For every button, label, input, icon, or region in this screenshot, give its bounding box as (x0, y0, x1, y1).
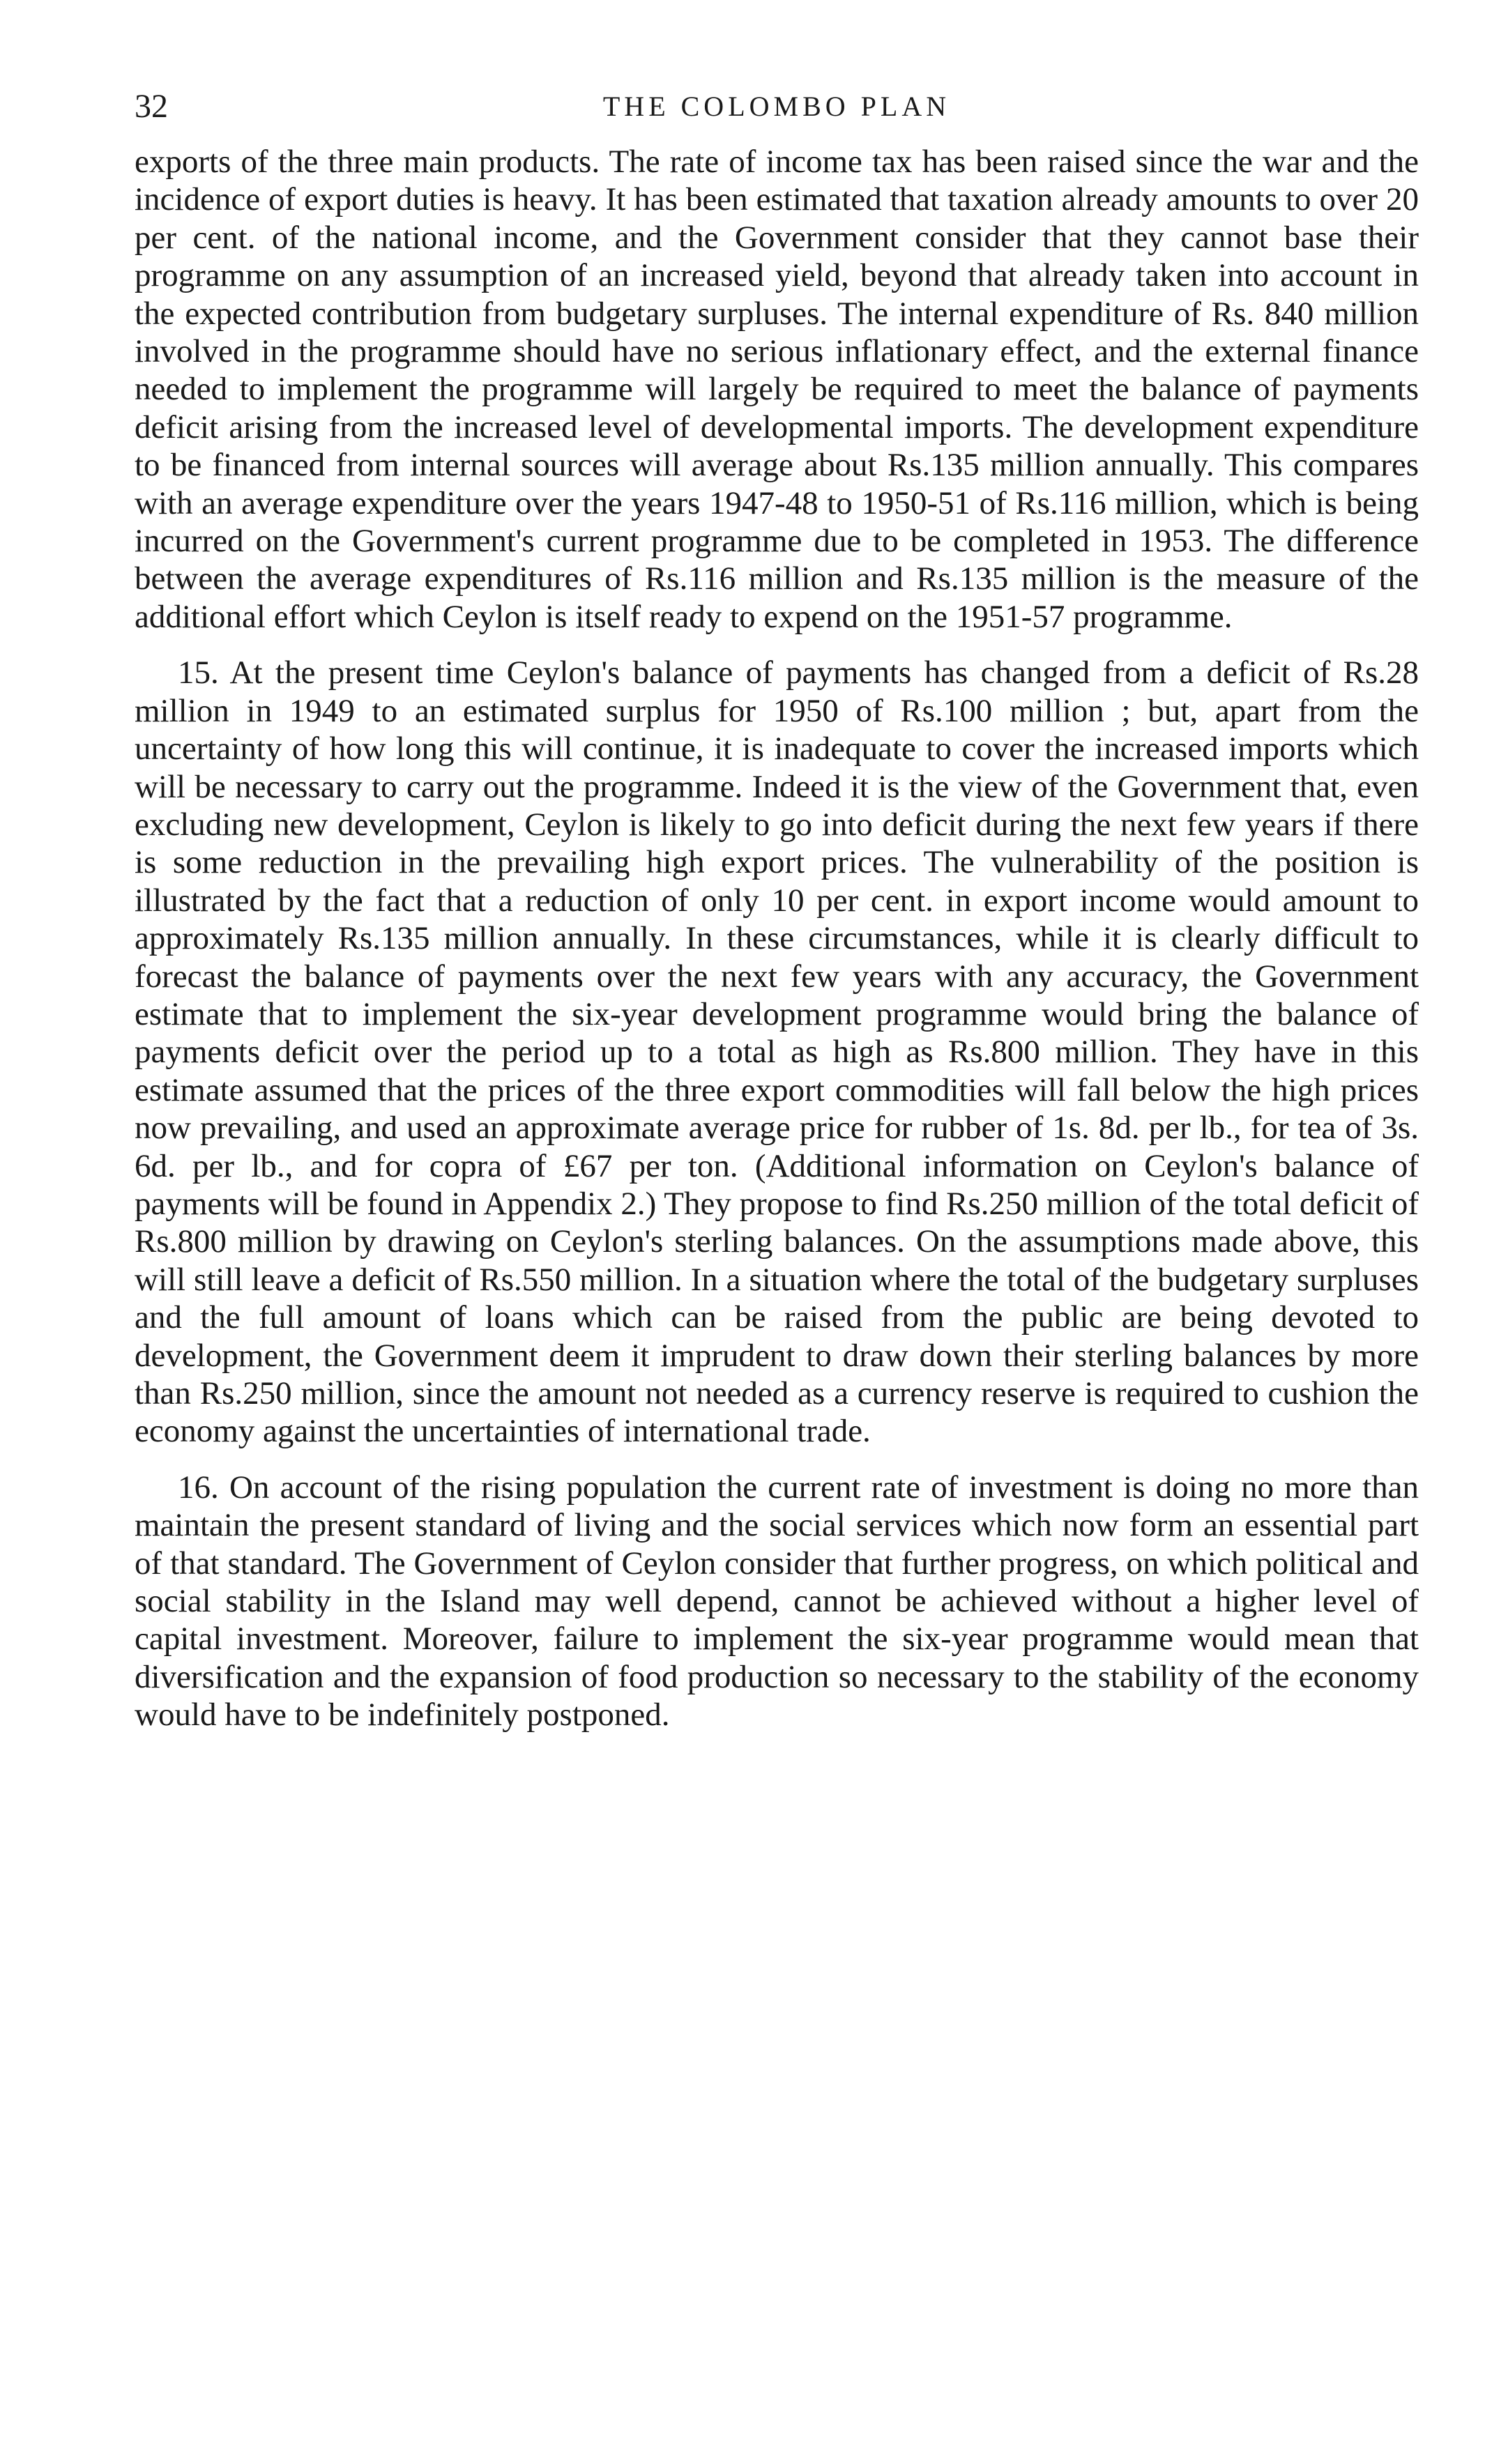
page-header (135, 82, 1419, 131)
paragraph-15: 15. At the present time Ceylon's balance of payments has changed from a deficit of Rs.28 million in 1949 to an estimated surplus for 1950 of Rs.100 million ; but, apart from the uncertainty of how long this will continue, it is inadequate to cover the increased imports which will be necessary to carry out the programme. Indeed it is the view of the Government that, even excluding new development, Ceylon is likely to go into deficit during the next few years if there is some reduction in the prevailing high export prices. The vulnerability of the position is illustrated by the fact that a reduction of only 10 per cent. in export income would amount to approximately Rs.135 million annually. In these circumstances, while it is clearly difficult to forecast the balance of payments over the next few years with any accuracy, the Government estimate that to implement the six-year development programme would bring the balance of payments deficit over the period up to a total as high as Rs.800 million. They have in this estimate assumed that the prices of the three export commodities will fall below the high prices now prevailing, and used an approximate average price for rubber of 1s. 8d. per lb., for tea of 3s. 6d. per lb., and for copra of £67 per ton. (Additional information on Ceylon's balance of payments will be found in Appendix 2.) They propose to find Rs.250 million of the total deficit of Rs.800 million by drawing on Ceylon's sterling balances. On the assumptions made above, this will still leave a deficit of Rs.550 million. In a situation where the total of the budgetary surpluses and the full amount of loans which can be raised from the public are being devoted to development, the Government deem it imprudent to draw down their sterling balances by more than Rs.250 million, since the amount not needed as a currency reserve is required to cushion the economy against the uncertainties of international trade. (135, 655, 1419, 1450)
paragraph-continuation: exports of the three main products. The rate of income tax has been raised since the war and the incidence of export duties is heavy. It has been estimated that taxation already amounts to over 20 per cent. of the national income, and the Government consider that they cannot base their programme on any assumption of an increased yield, beyond that already taken into account in the expected contribution from budgetary surpluses. The internal expenditure of Rs. 840 million involved in the programme should have no serious inflationary effect, and the external finance needed to implement the programme will largely be required to meet the balance of payments deficit arising from the increased level of developmental imports. The development expenditure to be financed from internal sources will average about Rs.135 million annually. This compares with an average expenditure over the years 1947-48 to 1950-51 of Rs.116 million, which is being incurred on the Government's current programme due to be completed in 1953. The difference between the average expenditures of Rs.116 million and Rs.135 million is the measure of the additional effort which Ceylon is itself ready to expend on the 1951-57 programme. (135, 144, 1419, 635)
running-title: THE COLOMBO PLAN (602, 91, 951, 122)
body-text (135, 143, 1419, 1734)
page-number: 32 (135, 88, 168, 125)
paragraph-16: 16. On account of the rising population the current rate of investment is doing no more than maintain the present standard of living and the social services which now form an essential part of that standard. The Government of Ceylon consider that further progress, on which political and social stability in the Island may well depend, cannot be achieved without a higher level of capital investment. Moreover, failure to implement the six-year programme would mean that diversification and the expansion of food production so necessary to the stability of the economy would have to be indefinitely postponed. (135, 1469, 1419, 1734)
